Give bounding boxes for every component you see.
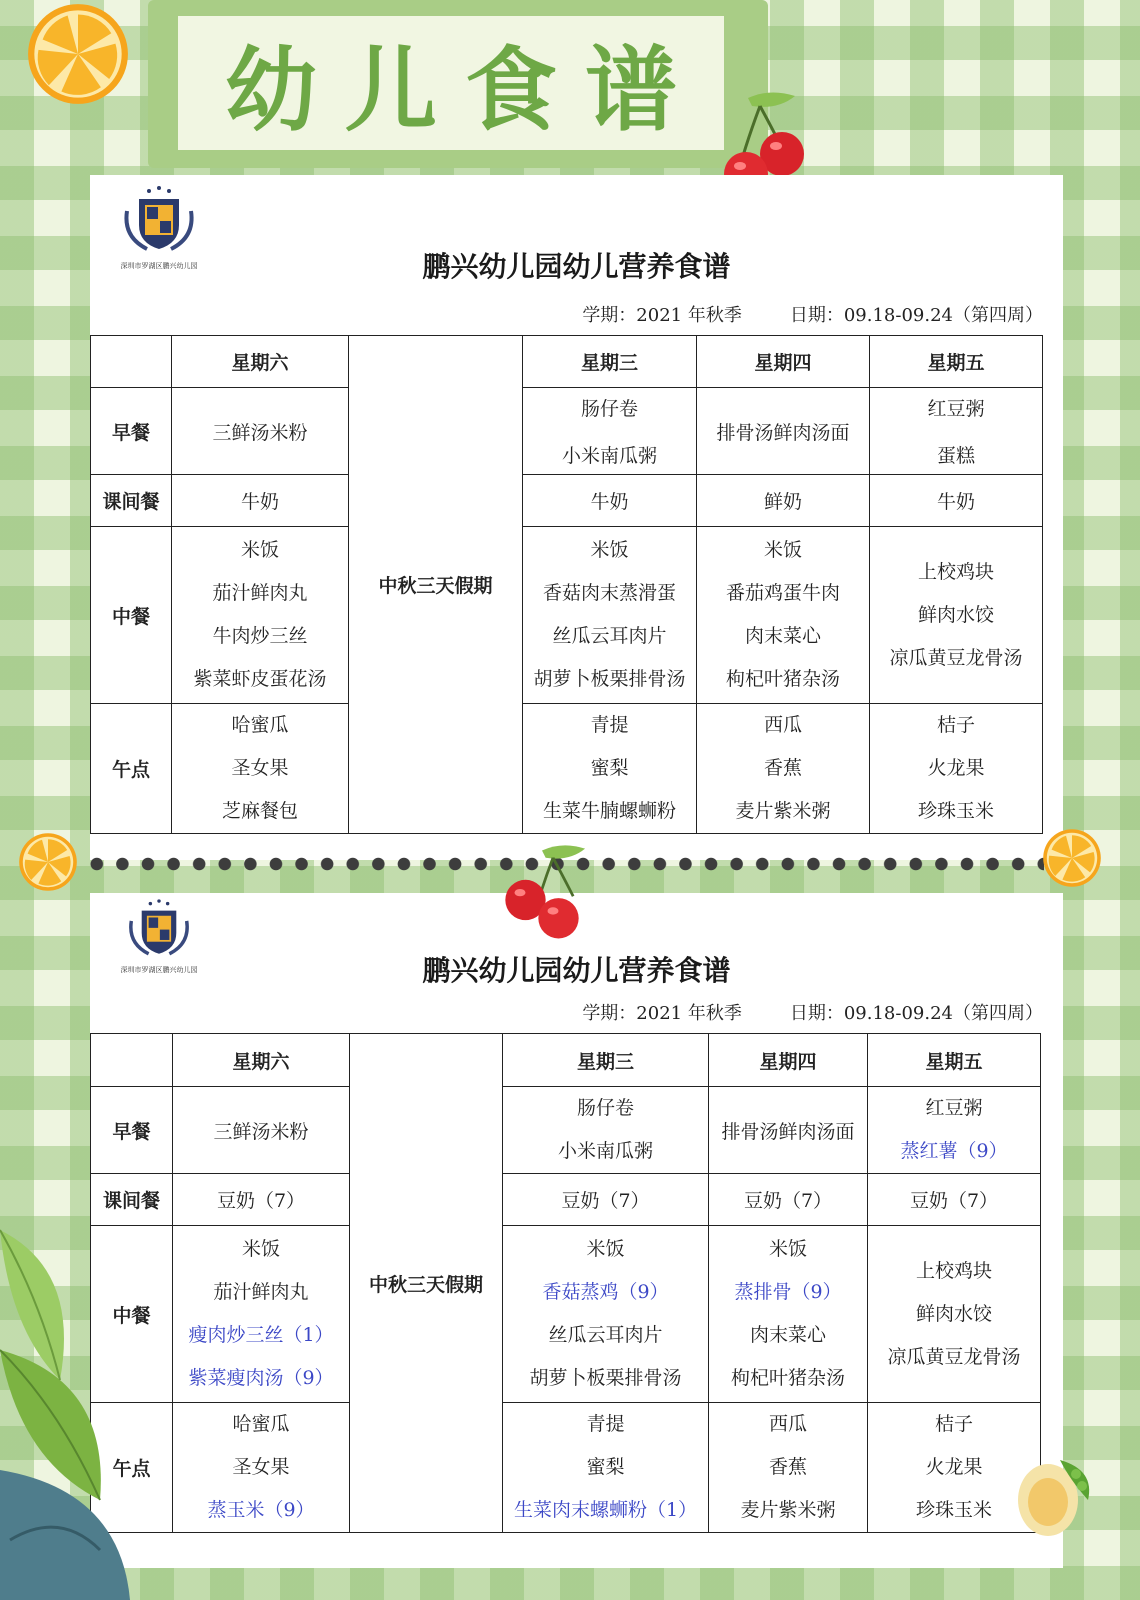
menu-cell bbox=[697, 704, 870, 834]
orange-slice-icon bbox=[1042, 828, 1102, 888]
dish: 上校鸡块 bbox=[915, 1259, 992, 1282]
dish: 生菜牛腩螺蛳粉 bbox=[542, 800, 676, 822]
table-row bbox=[91, 527, 1043, 704]
dish: 香蕉 bbox=[768, 1456, 807, 1478]
dish: 凉瓜黄豆龙骨汤 bbox=[889, 646, 1023, 669]
menu-cell bbox=[697, 527, 870, 704]
dish: 哈蜜瓜 bbox=[232, 1413, 290, 1435]
menu-cell: 豆奶（7） bbox=[709, 1174, 868, 1226]
menu-cell: 鲜奶 bbox=[697, 475, 870, 527]
dish: 三鲜汤米粉 bbox=[213, 1120, 309, 1143]
dish: 瘦肉炒三丝（1） bbox=[188, 1324, 334, 1346]
day-header: 星期六 bbox=[173, 1034, 350, 1087]
dish: 圣女果 bbox=[231, 757, 289, 779]
menu-cell bbox=[503, 1226, 709, 1403]
dish: 珍珠玉米 bbox=[915, 1499, 992, 1521]
logo-caption: 深圳市罗湖区鹏兴幼儿园 bbox=[120, 262, 198, 270]
table-row bbox=[91, 1403, 1041, 1533]
dish: 香菇蒸鸡（9） bbox=[542, 1281, 669, 1303]
dish: 茄汁鲜肉丸 bbox=[213, 1281, 309, 1303]
day-header: 星期三 bbox=[503, 1034, 709, 1087]
dish: 哈蜜瓜 bbox=[231, 714, 289, 736]
menu-cell bbox=[503, 1403, 709, 1533]
dish: 枸杞叶猪杂汤 bbox=[730, 1367, 845, 1389]
term-date-line bbox=[534, 301, 1043, 327]
menu-cell bbox=[172, 704, 349, 834]
dish: 麦片紫米粥 bbox=[735, 800, 831, 822]
dish: 生菜肉末螺蛳粉（1） bbox=[513, 1499, 698, 1521]
table-row bbox=[91, 704, 1043, 834]
menu-cell bbox=[868, 1226, 1041, 1403]
menu-cell bbox=[172, 527, 349, 704]
orange-slice-icon bbox=[18, 832, 78, 892]
dish: 米饭 bbox=[590, 539, 629, 561]
leaf-icon bbox=[0, 1210, 170, 1600]
day-header: 星期四 bbox=[697, 336, 870, 388]
dish: 紫菜瘦肉汤（9） bbox=[188, 1367, 334, 1389]
corner-cell bbox=[91, 336, 172, 388]
dish: 紫菜虾皮蛋花汤 bbox=[193, 668, 327, 690]
dish: 米饭 bbox=[240, 539, 279, 561]
dish: 丝瓜云耳肉片 bbox=[548, 1324, 663, 1346]
title-banner bbox=[178, 16, 724, 150]
menu-cell: 豆奶（7） bbox=[503, 1174, 709, 1226]
menu-table bbox=[90, 1033, 1041, 1533]
logo-caption: 深圳市罗湖区鹏兴幼儿园 bbox=[120, 966, 198, 974]
dish: 红豆粥 bbox=[925, 1097, 983, 1119]
meal-label: 早餐 bbox=[91, 388, 172, 475]
dish: 胡萝卜板栗排骨汤 bbox=[529, 1367, 682, 1389]
dish: 茄汁鲜肉丸 bbox=[212, 582, 308, 604]
table-row bbox=[91, 1174, 1041, 1226]
poster-title: 幼儿食谱 bbox=[224, 37, 705, 144]
table-row bbox=[91, 1226, 1041, 1403]
dish: 丝瓜云耳肉片 bbox=[552, 625, 667, 647]
holiday-cell: 中秋三天假期 bbox=[350, 1034, 503, 1533]
menu-cell bbox=[870, 704, 1043, 834]
meal-label: 午点 bbox=[91, 1403, 173, 1533]
dish: 小米南瓜粥 bbox=[557, 1140, 653, 1162]
menu-sheet-2 bbox=[90, 893, 1063, 1568]
term-date-line bbox=[534, 999, 1043, 1025]
dish: 肉末菜心 bbox=[744, 625, 821, 647]
dish: 红豆粥 bbox=[927, 398, 985, 420]
dish: 米饭 bbox=[763, 539, 802, 561]
dish: 上校鸡块 bbox=[917, 560, 994, 583]
menu-cell bbox=[173, 1087, 350, 1174]
menu-title: 鹏兴幼儿园幼儿营养食谱 bbox=[422, 250, 731, 283]
dish: 枸杞叶猪杂汤 bbox=[725, 668, 840, 690]
menu-cell bbox=[173, 1226, 350, 1403]
dish: 排骨汤鲜肉汤面 bbox=[721, 1120, 855, 1143]
dish: 排骨汤鲜肉汤面 bbox=[716, 421, 850, 444]
table-row bbox=[91, 475, 1043, 527]
dish: 米饭 bbox=[586, 1238, 625, 1260]
dish: 火龙果 bbox=[927, 757, 985, 779]
dish: 西瓜 bbox=[763, 714, 802, 736]
dish: 香蕉 bbox=[763, 757, 802, 779]
day-header: 星期四 bbox=[709, 1034, 868, 1087]
term-label: 学期：2021 年秋季 bbox=[582, 1003, 742, 1024]
meal-label: 早餐 bbox=[91, 1087, 173, 1174]
dish: 蜜梨 bbox=[586, 1456, 625, 1478]
menu-cell bbox=[709, 1226, 868, 1403]
menu-cell: 牛奶 bbox=[172, 475, 349, 527]
menu-cell bbox=[709, 1403, 868, 1533]
dish: 肉末菜心 bbox=[749, 1324, 826, 1346]
menu-cell bbox=[523, 527, 697, 704]
menu-cell: 牛奶 bbox=[523, 475, 697, 527]
menu-cell: 牛奶 bbox=[870, 475, 1043, 527]
table-header-row bbox=[91, 336, 1043, 388]
dish: 青提 bbox=[586, 1413, 625, 1435]
dish: 胡萝卜板栗排骨汤 bbox=[533, 668, 686, 690]
cherry-icon bbox=[498, 838, 608, 950]
dish: 小米南瓜粥 bbox=[561, 445, 657, 467]
dish: 牛肉炒三丝 bbox=[212, 625, 308, 647]
dish: 蜜梨 bbox=[590, 757, 629, 779]
menu-cell: 豆奶（7） bbox=[868, 1174, 1041, 1226]
menu-cell bbox=[868, 1087, 1041, 1174]
table-row bbox=[91, 388, 1043, 475]
term-label: 学期：2021 年秋季 bbox=[582, 305, 742, 326]
dish: 鲜肉水饺 bbox=[917, 603, 994, 626]
menu-sheet-1 bbox=[90, 175, 1063, 860]
dish: 肠仔卷 bbox=[580, 398, 638, 420]
dish: 蛋糕 bbox=[936, 445, 975, 467]
meal-label: 午点 bbox=[91, 704, 172, 834]
dish: 蒸红薯（9） bbox=[900, 1140, 1008, 1162]
dish: 凉瓜黄豆龙骨汤 bbox=[887, 1345, 1021, 1368]
meal-label: 中餐 bbox=[91, 1226, 173, 1403]
dish: 火龙果 bbox=[925, 1456, 983, 1478]
menu-cell bbox=[172, 388, 349, 475]
dish: 蒸玉米（9） bbox=[207, 1499, 315, 1521]
date-label: 日期：09.18-09.24（第四周） bbox=[789, 1003, 1043, 1024]
dish: 青提 bbox=[590, 714, 629, 736]
meal-label: 中餐 bbox=[91, 527, 172, 704]
dish: 桔子 bbox=[936, 714, 975, 736]
meal-label: 课间餐 bbox=[91, 1174, 173, 1226]
dish: 番茄鸡蛋牛肉 bbox=[725, 582, 840, 604]
date-label: 日期：09.18-09.24（第四周） bbox=[789, 305, 1043, 326]
day-header: 星期五 bbox=[870, 336, 1043, 388]
peas-icon bbox=[1000, 1440, 1100, 1550]
dish: 西瓜 bbox=[768, 1413, 807, 1435]
dish: 米饭 bbox=[241, 1238, 280, 1260]
menu-cell bbox=[870, 388, 1043, 475]
menu-cell: 豆奶（7） bbox=[173, 1174, 350, 1226]
meal-label: 课间餐 bbox=[91, 475, 172, 527]
orange-slice-icon bbox=[26, 2, 130, 106]
dish: 鲜肉水饺 bbox=[915, 1302, 992, 1325]
holiday-cell: 中秋三天假期 bbox=[349, 336, 523, 834]
menu-title: 鹏兴幼儿园幼儿营养食谱 bbox=[422, 954, 731, 987]
menu-cell bbox=[697, 388, 870, 475]
menu-cell bbox=[173, 1403, 350, 1533]
menu-cell bbox=[709, 1087, 868, 1174]
menu-cell bbox=[523, 388, 697, 475]
menu-table bbox=[90, 335, 1043, 834]
day-header: 星期六 bbox=[172, 336, 349, 388]
table-header-row bbox=[91, 1034, 1041, 1087]
dish: 圣女果 bbox=[232, 1456, 290, 1478]
table-row bbox=[91, 1087, 1041, 1174]
dish: 麦片紫米粥 bbox=[740, 1499, 836, 1521]
day-header: 星期五 bbox=[868, 1034, 1041, 1087]
dish: 香菇肉末蒸滑蛋 bbox=[542, 582, 676, 604]
dish: 桔子 bbox=[934, 1413, 973, 1435]
day-header: 星期三 bbox=[523, 336, 697, 388]
dish: 蒸排骨（9） bbox=[734, 1281, 842, 1303]
menu-cell bbox=[523, 704, 697, 834]
dish: 芝麻餐包 bbox=[221, 800, 298, 822]
dish: 米饭 bbox=[768, 1238, 807, 1260]
school-logo-icon bbox=[117, 181, 201, 255]
dish: 肠仔卷 bbox=[576, 1097, 634, 1119]
corner-cell bbox=[91, 1034, 173, 1087]
dish: 珍珠玉米 bbox=[917, 800, 994, 822]
menu-cell bbox=[870, 527, 1043, 704]
menu-cell bbox=[503, 1087, 709, 1174]
dish: 三鲜汤米粉 bbox=[212, 421, 308, 444]
